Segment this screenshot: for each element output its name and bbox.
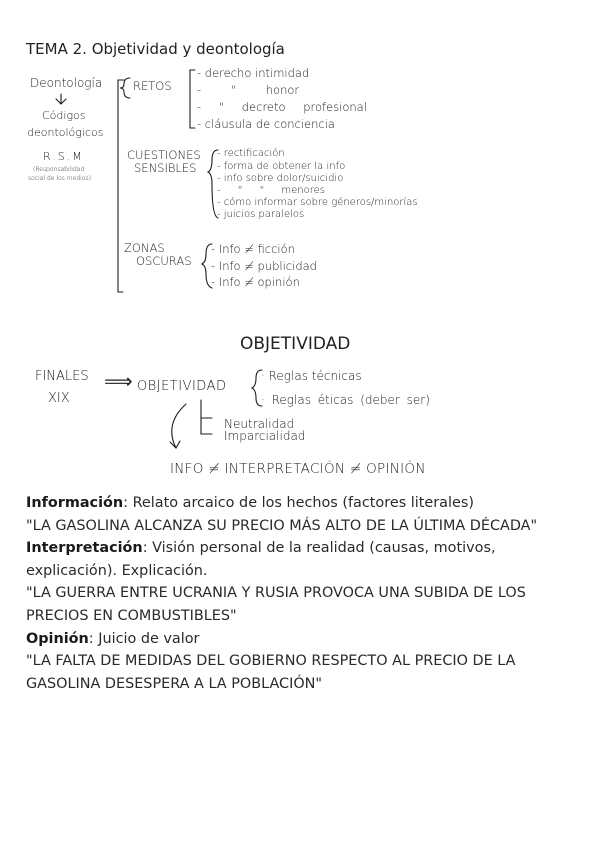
zonas-item-1: - Info ≠ ficción xyxy=(211,242,295,256)
cuestiones-item-2: - forma de obtener la info xyxy=(217,161,346,172)
principle-imparcialidad: Imparcialidad xyxy=(224,429,306,443)
root-note-line2: social de los medios) xyxy=(28,175,91,182)
retos-brace xyxy=(120,78,130,98)
example-interpretacion-2: PRECIOS EN COMBUSTIBLES" xyxy=(26,607,237,624)
root-rsm: R.S.M xyxy=(43,150,84,163)
example-informacion: "LA GASOLINA ALCANZA SU PRECIO MÁS ALTO DE LA ÚLTIMA DÉCADA" xyxy=(26,517,538,534)
rule-eticas: · Reglas éticas (deber ser) xyxy=(261,393,430,407)
root-note-line1: (Responsabilidad xyxy=(33,166,85,173)
def-opinion xyxy=(26,628,586,651)
cuestiones-label-2: SENSIBLES xyxy=(134,161,197,175)
root-deontologicos: deontológicos xyxy=(27,126,104,139)
section-heading: OBJETIVIDAD xyxy=(240,334,351,354)
example-interpretacion-1: "LA GUERRA ENTRE UCRANIA Y RUSIA PROVOCA UNA SUBIDA DE LOS xyxy=(26,585,526,602)
term-informacion: Información xyxy=(26,495,124,511)
definitions xyxy=(26,492,586,695)
curved-arrow xyxy=(172,404,186,448)
zonas-item-2: - Info ≠ publicidad xyxy=(211,259,317,273)
retos-item-1: - derecho intimidad xyxy=(197,66,310,80)
text-interpretacion-1: : Visión personal de la realidad (causas, motivos, xyxy=(142,540,496,557)
cuestiones-item-6: - juicios paralelos xyxy=(217,209,305,220)
text-interpretacion-2: explicación). Explicación. xyxy=(26,562,208,579)
root-deontologia: Deontología xyxy=(30,76,103,90)
cuestiones-item-3: - info sobre dolor/suicidio xyxy=(217,173,344,184)
formula: INFO ≠ INTERPRETACIÓN ≠ OPINIÓN xyxy=(170,461,426,477)
principle-neutralidad: Neutralidad xyxy=(224,417,295,431)
text-informacion: : Relato arcaico de los hechos (factores literales) xyxy=(123,495,474,511)
term-interpretacion: Interpretación xyxy=(26,540,143,557)
cuestiones-label-1: CUESTIONES xyxy=(127,148,201,162)
principles-bracket xyxy=(201,400,212,434)
cuestiones-item-5: - cómo informar sobre géneros/minorías xyxy=(217,197,418,208)
term-opinion: Opinión xyxy=(26,630,89,647)
example-opinion-2: GASOLINA DESESPERA A LA POBLACIÓN" xyxy=(26,675,323,692)
retos-item-3: - " decreto profesional xyxy=(197,100,367,114)
retos-item-2: - " honor xyxy=(197,83,300,97)
rule-tecnicas: · Reglas técnicas xyxy=(261,369,362,383)
text-opinion: : Juicio de valor xyxy=(88,630,200,647)
main-bracket xyxy=(118,80,124,292)
objetividad-label: OBJETIVIDAD xyxy=(137,379,227,394)
example-opinion-1: "LA FALTA DE MEDIDAS DEL GOBIERNO RESPECTO AL PRECIO DE LA xyxy=(26,653,516,670)
retos-items-bracket xyxy=(190,70,195,128)
finales-century: XIX xyxy=(48,391,70,406)
retos-item-4: - cláusula de conciencia xyxy=(197,117,335,131)
page-title: TEMA 2. Objetividad y deontología xyxy=(26,40,285,58)
def-informacion xyxy=(26,492,586,515)
retos-label: RETOS xyxy=(133,79,172,93)
implies-arrow-icon: ⟹ xyxy=(104,369,133,393)
root-codigos: Códigos xyxy=(42,109,86,122)
cuestiones-item-4: - " " menores xyxy=(217,185,325,196)
finales-label: FINALES xyxy=(35,369,89,384)
zonas-label-2: OSCURAS xyxy=(136,254,192,268)
cuestiones-item-1: - rectificación xyxy=(217,148,285,159)
def-interpretacion xyxy=(26,537,586,560)
zonas-item-3: - Info ≠ opinión xyxy=(211,275,300,289)
zonas-label-1: ZONAS xyxy=(124,241,165,255)
